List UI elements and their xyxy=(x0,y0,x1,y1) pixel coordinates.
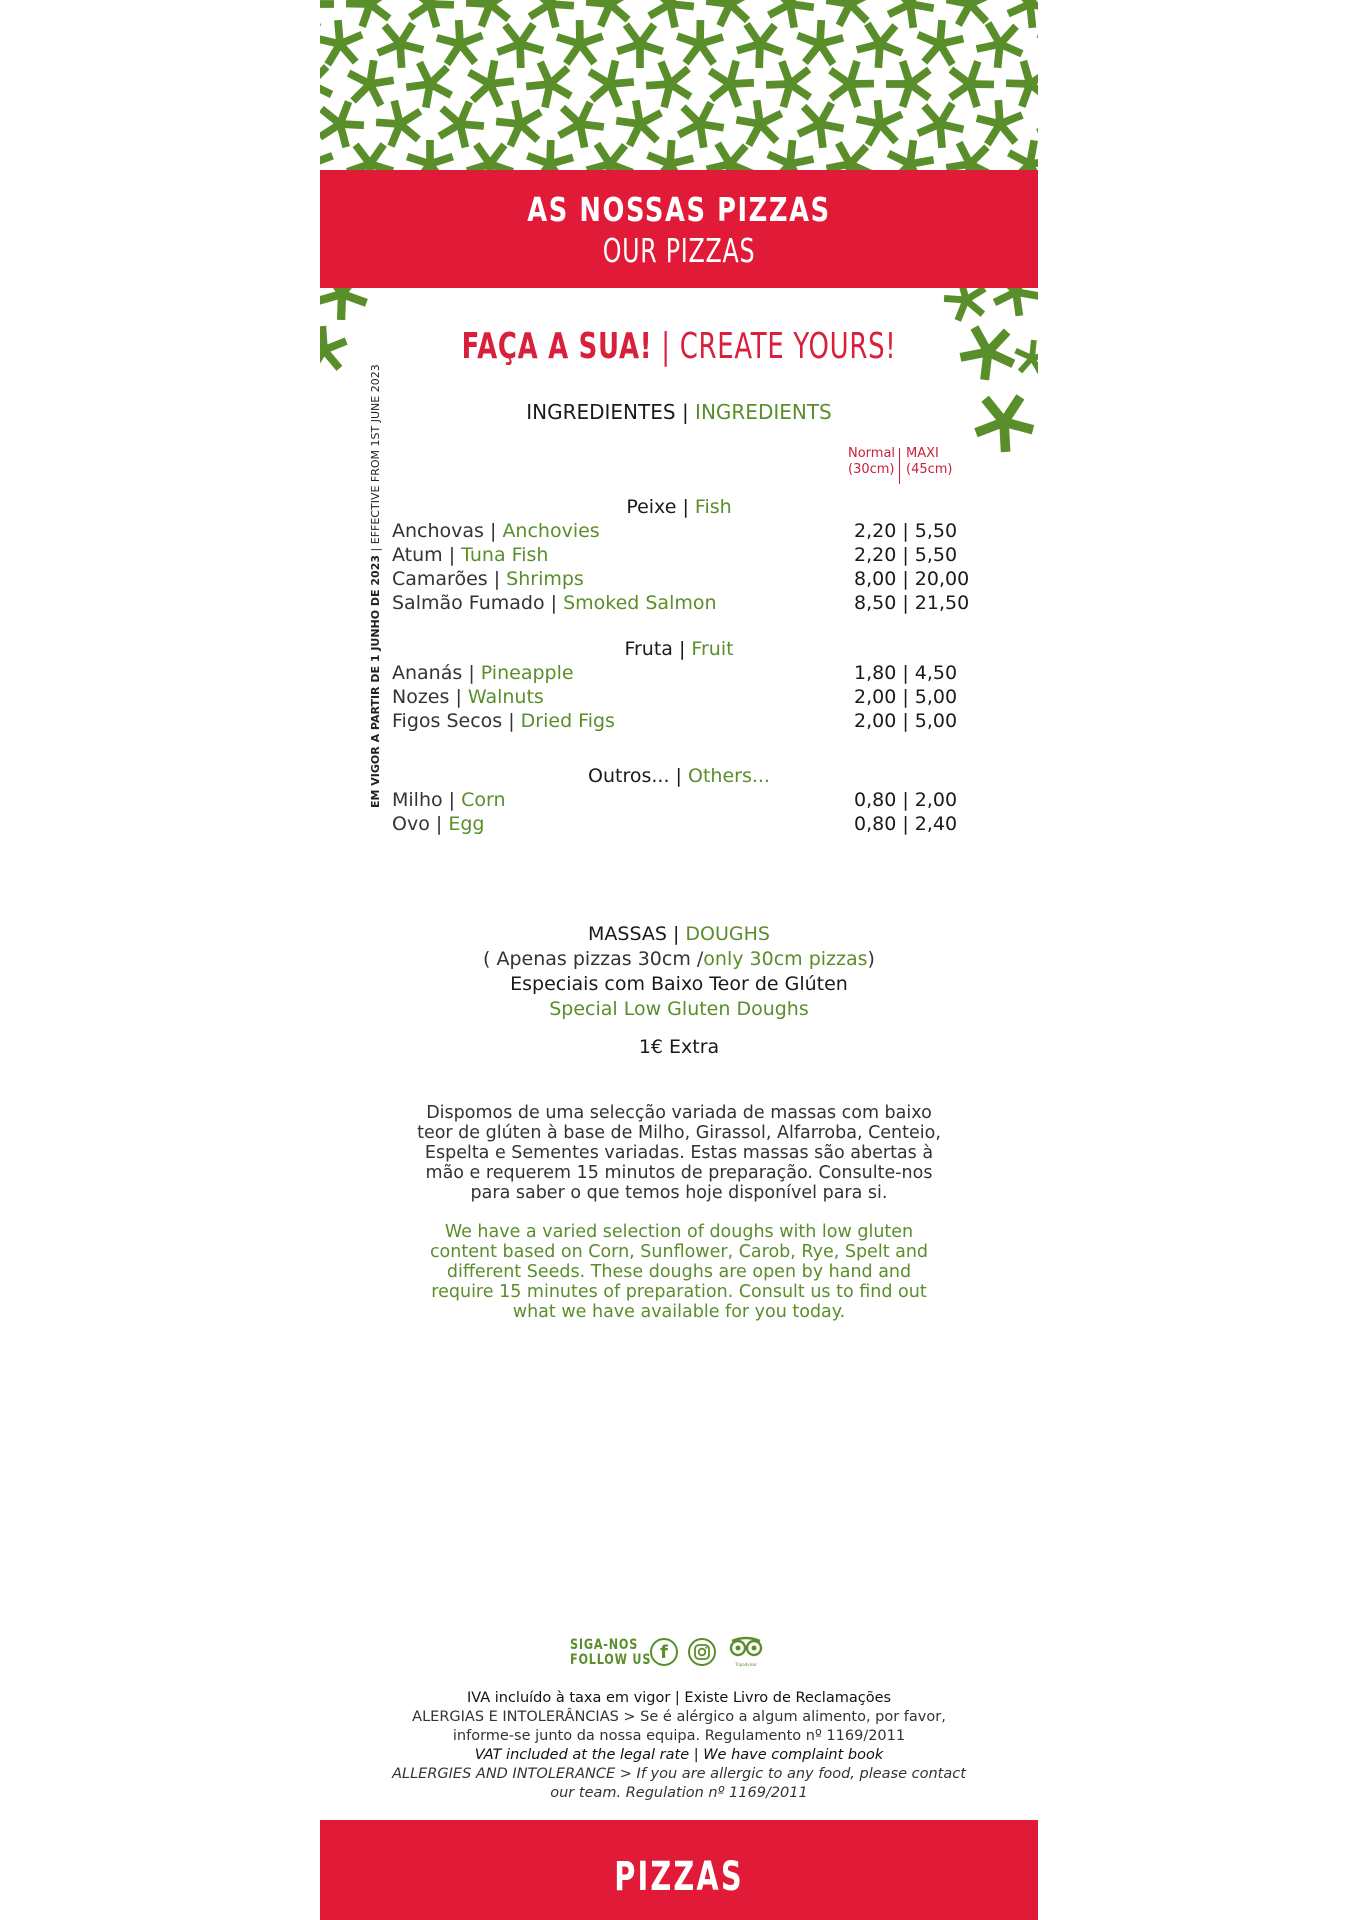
description-line: para saber o que temos hoje disponível para si. xyxy=(470,1183,888,1203)
menu-item-corn: Milho | Corn xyxy=(392,789,506,811)
item-name-en: Corn xyxy=(461,789,506,811)
doughs-note-close: ) xyxy=(867,948,875,970)
doughs-special-en: Special Low Gluten Doughs xyxy=(549,998,809,1020)
size-normal xyxy=(848,446,895,478)
effective-date-note xyxy=(369,364,382,808)
description-line: Dispomos de uma selecção variada de massas com baixo xyxy=(426,1103,932,1123)
asterisk-shape xyxy=(761,136,822,170)
legal-footer xyxy=(320,1689,1038,1803)
effective-note-sep: | xyxy=(369,547,382,552)
item-price: 1,80 | 4,50 xyxy=(854,662,958,684)
doughs-section xyxy=(320,922,1038,1060)
menu-item-anchovies: Anchovas | Anchovies xyxy=(392,520,600,542)
asterisk-shape xyxy=(320,135,343,170)
size-normal-label: Normal xyxy=(848,446,896,461)
description-line: mão e requerem 15 minutos de preparação. Consulte-nos xyxy=(425,1163,933,1183)
description-line: teor de glúten à base de Milho, Girassol, Alfarroba, Centeio, xyxy=(417,1123,941,1143)
item-name-en: Walnuts xyxy=(467,686,544,708)
doughs-special-pt: Especiais com Baixo Teor de Glúten xyxy=(510,973,848,995)
follow-us xyxy=(570,1636,810,1676)
footer-allergies-en: ALLERGIES AND INTOLERANCE > If you are allergic to any food, please contact xyxy=(392,1766,966,1782)
section-name-pt: Fruta xyxy=(624,638,673,660)
item-name-pt: Nozes xyxy=(392,686,450,708)
item-price: 2,20 | 5,50 xyxy=(854,544,958,566)
menu-item-pineapple: Ananás | Pineapple xyxy=(392,662,574,684)
asterisk-shape xyxy=(558,99,607,150)
size-maxi xyxy=(906,446,953,478)
ingredients-heading xyxy=(320,400,1038,424)
instagram-icon[interactable] xyxy=(688,1638,716,1666)
asterisk-shape xyxy=(320,100,365,148)
tripadvisor-text: Tripadvisor xyxy=(735,1662,757,1667)
asterisk-shape xyxy=(640,135,702,170)
section-heading-others: Outros... | Others... xyxy=(588,765,770,787)
footer-regulation-pt: informe-se junto da nossa equipa. Regulamento nº 1169/2011 xyxy=(452,1728,906,1744)
doughs-title-en: DOUGHS xyxy=(685,923,770,945)
asterisk-shape xyxy=(520,135,582,170)
asterisk-shape xyxy=(320,288,375,326)
create-title-en: CREATE YOURS! xyxy=(679,326,897,367)
asterisk-shape xyxy=(522,55,582,116)
item-price: 8,00 | 20,00 xyxy=(854,568,970,590)
doughs-note xyxy=(320,947,1038,972)
footer-regulation-en: our team. Regulation nº 1169/2011 xyxy=(550,1785,808,1801)
doughs-note-pt: ( Apenas pizzas 30cm / xyxy=(483,948,704,970)
description-line: what we have available for you today. xyxy=(512,1302,846,1322)
asterisk-corner-left xyxy=(320,288,400,388)
item-price: 2,00 | 5,00 xyxy=(854,710,958,732)
doughs-title: MASSAS | DOUGHS xyxy=(588,923,770,945)
doughs-extra: 1€ Extra xyxy=(638,1036,720,1058)
item-name-pt: Ovo xyxy=(392,813,430,835)
item-name-pt: Anchovas xyxy=(392,520,484,542)
description-line: different Seeds. These doughs are open by hand and xyxy=(446,1262,912,1282)
section-name-en: Others... xyxy=(688,765,770,787)
description-line: Espelta e Sementes variadas. Estas massas são abertas à xyxy=(424,1143,934,1163)
section-heading-fruit: Fruta | Fruit xyxy=(624,638,734,660)
item-name-pt: Milho xyxy=(392,789,443,811)
size-normal-size: (30cm) xyxy=(848,462,895,477)
section-name-pt: Outros... xyxy=(588,765,670,787)
size-divider xyxy=(899,448,900,484)
description-en xyxy=(320,1222,1038,1322)
doughs-note-en: only 30cm pizzas xyxy=(703,948,868,970)
facebook-icon[interactable]: f xyxy=(650,1638,678,1666)
footer-allergies-pt: ALERGIAS E INTOLERÂNCIAS > Se é alérgico a algum alimento, por favor, xyxy=(412,1709,946,1725)
section-name-en: Fish xyxy=(694,496,732,518)
item-name-pt: Figos Secos xyxy=(392,710,503,732)
asterisk-shape xyxy=(320,320,357,383)
description-line: require 15 minutes of preparation. Consult us to find out xyxy=(431,1282,927,1302)
tripadvisor-glyph xyxy=(728,1636,764,1660)
effective-note-pt: EM VIGOR A PARTIR DE 1 JUNHO DE 2023 xyxy=(369,554,382,808)
asterisk-shape xyxy=(881,136,942,170)
item-name-en: Tuna Fish xyxy=(461,544,549,566)
footer-vat-pt: IVA incluído à taxa em vigor | Existe Livro de Reclamações xyxy=(466,1690,892,1706)
footer-vat-en: VAT included at the legal rate | We have complaint book xyxy=(474,1747,884,1763)
item-name-en: Anchovies xyxy=(502,520,600,542)
menu-item-egg: Ovo | Egg xyxy=(392,813,485,835)
asterisk-shape xyxy=(950,61,994,107)
description-line: We have a varied selection of doughs with low gluten xyxy=(444,1222,914,1242)
section-name-en: Fruit xyxy=(691,638,734,660)
asterisk-corner-right xyxy=(928,288,1038,463)
ingredients-sep: | xyxy=(681,400,689,424)
header-title-en: OUR PIZZAS xyxy=(602,231,756,270)
item-name-en: Egg xyxy=(448,813,485,835)
asterisk-shape xyxy=(402,55,462,116)
item-price: 2,20 | 5,50 xyxy=(854,520,958,542)
tripadvisor-icon[interactable] xyxy=(728,1636,764,1672)
ingredients-pt: INGREDIENTES xyxy=(526,400,676,424)
item-price: 0,80 | 2,40 xyxy=(854,813,958,835)
item-name-en: Smoked Salmon xyxy=(563,592,717,614)
size-maxi-size: (45cm) xyxy=(906,462,953,477)
asterisk-shape xyxy=(400,135,462,170)
ingredients-en: INGREDIENTS xyxy=(695,400,832,424)
asterisk-shape xyxy=(410,0,455,28)
menu-item-walnuts: Nozes | Walnuts xyxy=(392,686,544,708)
instagram-glyph xyxy=(690,1640,714,1664)
header-band xyxy=(320,170,1038,288)
asterisk-shape xyxy=(956,318,1024,388)
create-title-sep: | xyxy=(661,326,671,367)
section-heading-fish: Peixe | Fish xyxy=(626,496,732,518)
item-name-en: Pineapple xyxy=(480,662,574,684)
follow-us-label xyxy=(570,1638,651,1668)
asterisk-shape xyxy=(641,54,702,116)
asterisk-shape xyxy=(320,0,334,27)
follow-label-en: FOLLOW US xyxy=(570,1652,652,1668)
size-maxi-label: MAXI xyxy=(906,446,939,461)
asterisk-shape xyxy=(881,54,943,116)
create-yours-title xyxy=(421,326,938,367)
doughs-title-pt: MASSAS xyxy=(588,923,667,945)
item-price: 2,00 | 5,00 xyxy=(854,686,958,708)
menu-sheet xyxy=(320,0,1038,1920)
bottom-band xyxy=(320,1820,1038,1920)
asterisk-shape xyxy=(648,0,696,29)
asterisk-shape xyxy=(1001,137,1038,170)
asterisk-shape xyxy=(1001,54,1038,117)
create-title-pt: FAÇA A SUA! xyxy=(461,326,653,367)
menu-item-smoked-salmon: Salmão Fumado | Smoked Salmon xyxy=(392,592,717,614)
item-name-pt: Salmão Fumado xyxy=(392,592,545,614)
effective-note-en: EFFECTIVE FROM 1ST JUNE 2023 xyxy=(369,364,382,545)
item-name-en: Shrimps xyxy=(506,568,584,590)
asterisk-shape xyxy=(761,54,822,116)
asterisk-shape xyxy=(439,100,486,149)
menu-item-shrimps: Camarões | Shrimps xyxy=(392,568,584,590)
menu-item-tuna: Atum | Tuna Fish xyxy=(392,544,549,566)
section-name-pt: Peixe xyxy=(626,496,677,518)
description-line: content based on Corn, Sunflower, Carob, Rye, Spelt and xyxy=(429,1242,929,1262)
item-name-en: Dried Figs xyxy=(520,710,615,732)
item-name-pt: Ananás xyxy=(392,662,463,684)
asterisk-shape xyxy=(939,288,996,330)
bottom-title: PIZZAS xyxy=(614,1854,744,1900)
item-price: 8,50 | 21,50 xyxy=(854,592,970,614)
asterisk-pattern-top xyxy=(320,0,1038,170)
item-name-pt: Atum xyxy=(392,544,443,566)
header-title-pt: AS NOSSAS PIZZAS xyxy=(527,190,831,229)
asterisk-shape xyxy=(529,0,575,28)
menu-item-dried-figs: Figos Secos | Dried Figs xyxy=(392,710,615,732)
item-price: 0,80 | 2,00 xyxy=(854,789,958,811)
item-name-pt: Camarões xyxy=(392,568,488,590)
asterisk-shape xyxy=(993,288,1038,319)
follow-label-pt: SIGA-NOS xyxy=(570,1637,639,1653)
description-pt xyxy=(320,1103,1038,1203)
